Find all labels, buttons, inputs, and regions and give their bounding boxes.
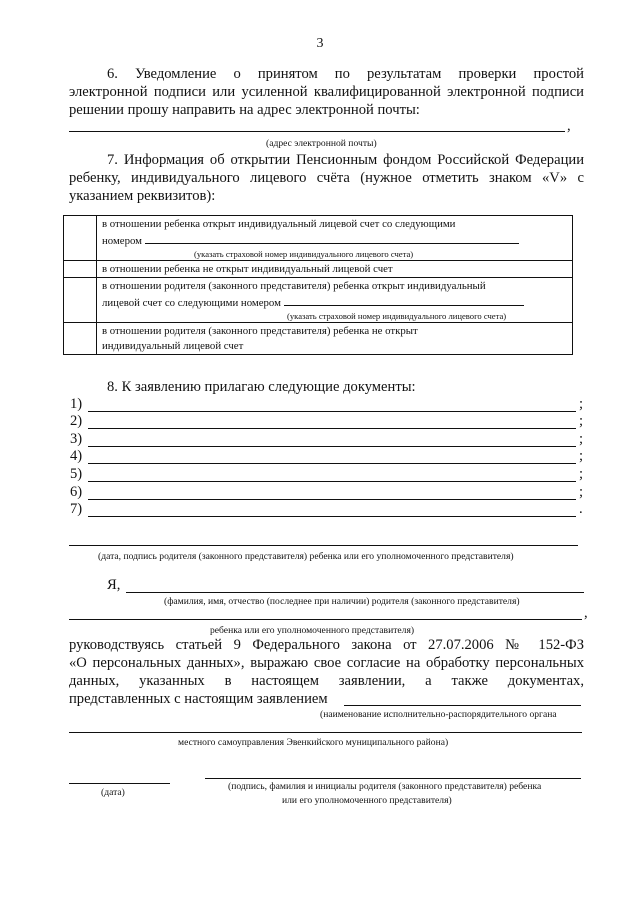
option-2-line1: в отношении ребенка не открыт индивидуальный лицевой счет xyxy=(102,263,393,275)
section6-line2: электронной подписи или усиленной квалифицированной электронной подписи xyxy=(69,84,584,100)
document-item-end: ; xyxy=(579,396,584,412)
document-item-end: ; xyxy=(579,466,584,482)
consent-line2: «О персональных данных», выражаю свое согласие на обработку персональных xyxy=(69,655,584,671)
section8-title: 8. К заявлению прилагаю следующие документы: xyxy=(107,379,416,395)
section6-line1: 6. Уведомление о принятом по результатам проверки простой xyxy=(107,66,584,82)
section6-line3: решении прошу направить на адрес электронной почты: xyxy=(69,102,420,118)
document-item-number: 4) xyxy=(70,448,83,464)
final-signature-line[interactable] xyxy=(205,778,581,779)
document-item-line[interactable] xyxy=(88,463,576,464)
option-3-number-field[interactable] xyxy=(284,294,524,306)
document-item-line[interactable] xyxy=(88,446,576,447)
document-item-line[interactable] xyxy=(88,411,576,412)
document-item-number: 2) xyxy=(70,413,83,429)
mestnoe-caption: местного самоуправления Эвенкийского муниципального района) xyxy=(178,737,449,748)
document-item-end: ; xyxy=(579,484,584,500)
page-number: 3 xyxy=(316,36,324,51)
account-options-table xyxy=(63,215,573,355)
option-checkbox-2[interactable] xyxy=(64,261,97,278)
option-row xyxy=(64,216,573,261)
option-text-2 xyxy=(97,261,573,278)
document-item-line[interactable] xyxy=(88,428,576,429)
document-item-number: 7) xyxy=(70,501,83,517)
email-caption: (адрес электронной почты) xyxy=(266,138,377,149)
fio-continuation-line[interactable] xyxy=(69,619,582,620)
option-checkbox-1[interactable] xyxy=(64,216,97,261)
option-3-caption: (указать страховой номер индивидуального лицевого счета) xyxy=(287,311,507,321)
date-caption: (дата) xyxy=(101,787,125,798)
consent-line3: данных, указанных в настоящем заявлении, а также документах, xyxy=(69,673,584,689)
option-3-line1: в отношении родителя (законного представителя) ребенка открыт индивидуальный xyxy=(102,280,486,292)
option-4-line2: индивидуальный лицевой счет xyxy=(102,340,244,352)
consent-line1: руководствуясь статьей 9 Федерального закона от 27.07.2006 № 152-ФЗ xyxy=(69,637,584,653)
fio-input-line[interactable] xyxy=(126,592,584,593)
option-checkbox-3[interactable] xyxy=(64,278,97,323)
signature-line[interactable] xyxy=(69,545,578,546)
final-signature-caption-1: (подпись, фамилия и инициалы родителя (законного представителя) ребенка xyxy=(228,781,542,792)
email-input-line[interactable] xyxy=(69,131,565,132)
option-text-4 xyxy=(97,323,573,355)
option-1-line2: номером xyxy=(102,235,143,247)
document-item-line[interactable] xyxy=(88,499,576,500)
option-row xyxy=(64,261,573,278)
organ-continuation-line[interactable] xyxy=(69,732,582,733)
option-row xyxy=(64,323,573,355)
option-3-line2: лицевой счет со следующими номером xyxy=(102,297,281,309)
section7-line1: 7. Информация об открытии Пенсионным фондом Российской Федерации xyxy=(107,152,584,168)
option-1-caption: (указать страховой номер индивидуального лицевого счета) xyxy=(194,249,414,259)
consent-ya: Я, xyxy=(107,577,121,593)
consent-line4: представленных с настоящим заявлением xyxy=(69,691,328,707)
date-line[interactable] xyxy=(69,783,170,784)
option-checkbox-4[interactable] xyxy=(64,323,97,355)
document-item-line[interactable] xyxy=(88,481,576,482)
signature-caption: (дата, подпись родителя (законного представителя) ребенка или его уполномоченного представителя) xyxy=(98,551,514,562)
organ-caption: (наименование исполнительно-распорядительного органа xyxy=(320,709,557,720)
fio-caption: (фамилия, имя, отчество (последнее при наличии) родителя (законного представителя) xyxy=(164,596,520,607)
document-item-number: 3) xyxy=(70,431,83,447)
document-item-number: 1) xyxy=(70,396,83,412)
final-signature-caption-2: или его уполномоченного представителя) xyxy=(282,795,452,806)
document-item-number: 6) xyxy=(70,484,83,500)
document-item-end: ; xyxy=(579,431,584,447)
option-1-line1: в отношении ребенка открыт индивидуальный лицевой счет со следующими xyxy=(102,218,456,230)
child-caption: ребенка или его уполномоченного представителя) xyxy=(210,625,415,636)
section7-line2: ребенку, индивидуального лицевого счёта (нужное отметить знаком «V» с xyxy=(69,170,584,186)
document-item-number: 5) xyxy=(70,466,83,482)
section7-line3: указанием реквизитов): xyxy=(69,188,216,204)
organ-input-line[interactable] xyxy=(344,705,581,706)
option-text-1 xyxy=(97,216,573,261)
section6-trail: , xyxy=(567,118,571,134)
option-4-line1: в отношении родителя (законного представителя) ребенка не открыт xyxy=(102,325,418,337)
document-item-line[interactable] xyxy=(88,516,576,517)
option-row xyxy=(64,278,573,323)
document-item-end: ; xyxy=(579,413,584,429)
document-item-end: ; xyxy=(579,448,584,464)
consent-trail: , xyxy=(584,605,588,621)
option-1-number-field[interactable] xyxy=(145,232,519,244)
document-item-end: . xyxy=(579,501,583,517)
option-text-3 xyxy=(97,278,573,323)
